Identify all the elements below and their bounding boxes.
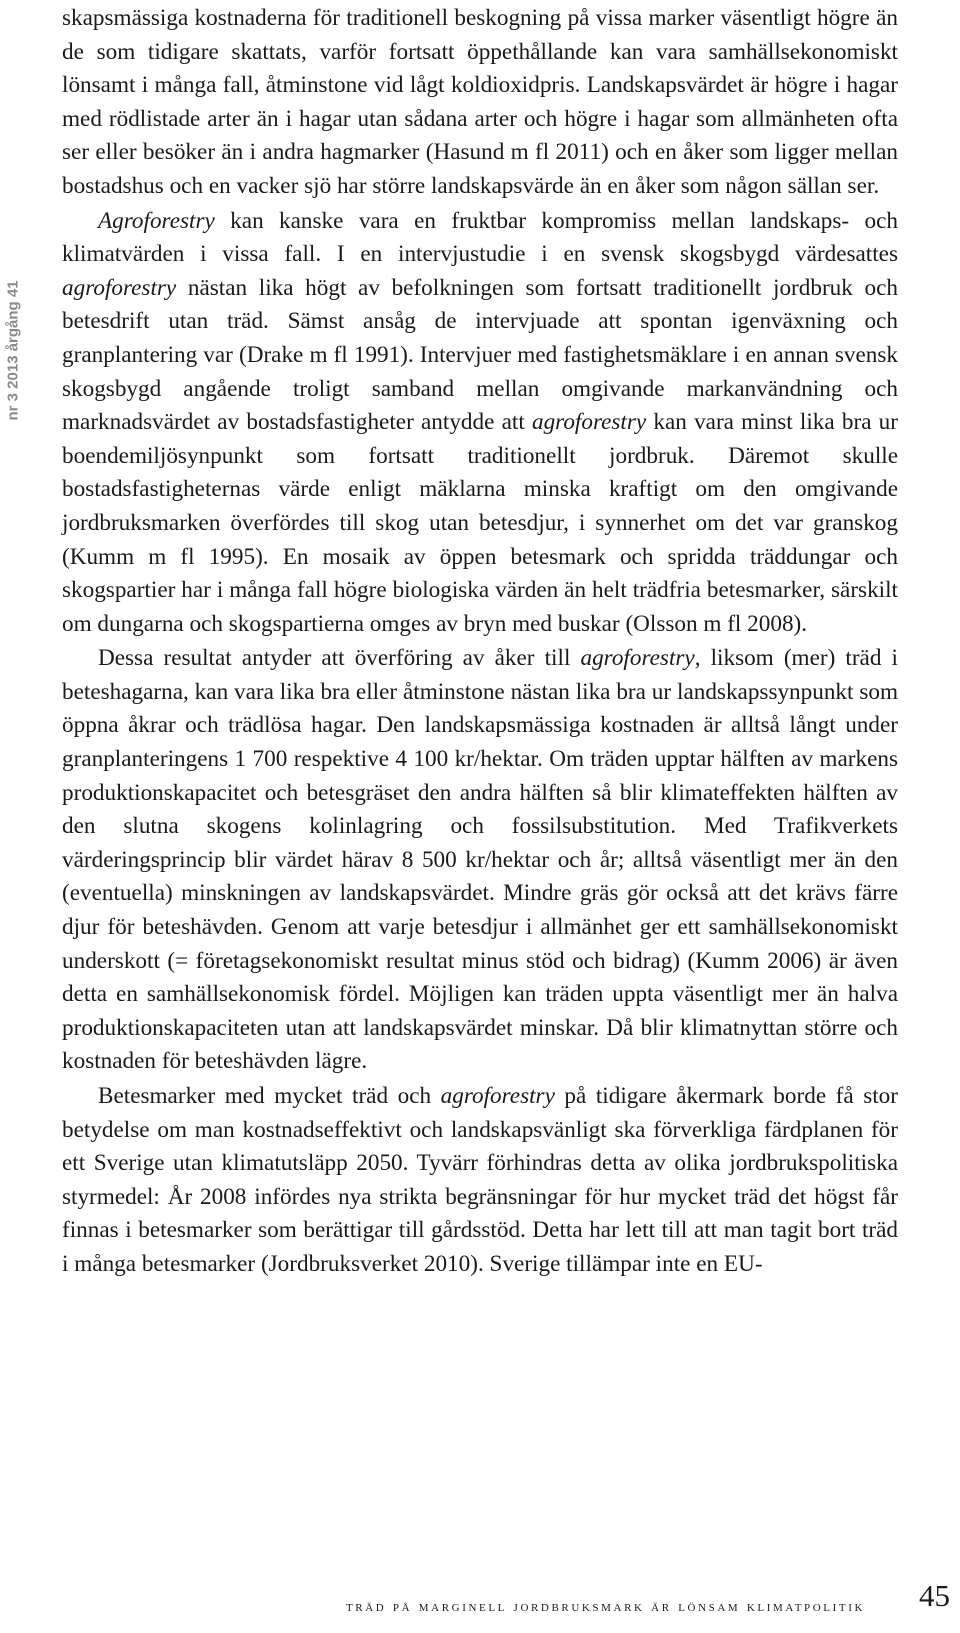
term-agroforestry: agroforestry — [580, 645, 695, 672]
paragraph-1: skapsmässiga kostnaderna för traditionell beskogning på vissa marker väsentligt högre än de som tidigare skattats, varför fortsatt öppethållande kan vara samhällsekonomiskt lönsamt i många fall, åtminstone vid lågt koldioxidpris. Landskapsvärdet är högre i hagar med rödlistade arter än i hagar utan sådana arter och högre i hagar som allmänheten ofta ser eller besöker än i andra hagmarker (Hasund m fl 2011) och en åker som ligger mellan bostadshus och en vacker sjö har större landskapsvärde än en åker som någon sällan ser. — [62, 5, 898, 199]
journal-issue-label — [0, 0, 22, 710]
page-number: 45 — [919, 1578, 950, 1613]
article-body — [62, 2, 898, 1282]
term-agroforestry: agroforestry — [440, 1083, 555, 1109]
paragraph-3: Dessa resultat antyder att överföring av åker till agroforestry, liksom (mer) träd i beteshagarna, kan vara lika bra eller åtminstone nästan lika bra ur landskapssynpunkt som öppna åkrar och trädlösa hagar. Den landskapsmässiga kostnaden är alltså långt under granplanteringens 1 700 respektive 4 100 kr/hektar. Om träden upptar hälften av markens produktionskapacitet och betesgräset den andra hälften så blir klimateffekten hälften av den slutna skogens kolinlagring och fossilsubstitution. Med Trafikverkets värderingsprincip blir värdet härav 8 500 kr/hektar och år; alltså väsentligt mer än den (eventuella) minskningen av landskapsvärdet. Mindre gräs gör också att det krävs färre djur för beteshävden. Genom att varje betesdjur i allmänhet ger ett samhällsekonomiskt underskott (= företagsekonomiskt resultat minus stöd och bidrag) (Kumm 2006) är även detta en samhällsekonomisk fördel. Möjligen kan träden uppta väsentligt mer än halva produktionskapaciteten utan att landskapsvärdet minskar. Då blir klimatnyttan större och kostnaden för beteshävden lägre. — [62, 645, 898, 1075]
paragraph-2: Agroforestry kan kanske vara en fruktbar kompromiss mellan landskaps- och klimatvärden i vissa fall. I en intervjustudie i en svensk skogsbygd värdesattes agroforestry nästan lika högt av befolkningen som fortsatt traditionellt jordbruk och betesdrift utan träd. Sämst ansåg de intervjuade att spontan igenväxning och granplantering var (Drake m fl 1991). Intervjuer med fastighetsmäklare i en annan svensk skogsbygd angående troligt samband mellan omgivande markanvändning och marknadsvärdet av bostadsfastigheter antydde att agroforestry kan vara minst lika bra ur boendemiljösynpunkt som fortsatt traditionellt jordbruk. Däremot skulle bostadsfastigheternas värde enligt mäklarna minska kraftigt om den omgivande jordbruksmarken överfördes till skog utan betesdjur, i synnerhet om det var granskog (Kumm m fl 1995). En mosaik av öppen betesmark och spridda träddungar och skogspartier har i många fall högre biologiska värden än helt trädfria betesmarker, särskilt om dungarna och skogspartierna omges av bryn med buskar (Olsson m fl 2008). — [62, 207, 898, 637]
running-title: träd på marginell jordbruksmark är lönsam klimatpolitik — [345, 1598, 865, 1615]
paragraph-4: Betesmarker med mycket träd och agroforestry på tidigare åkermark borde få stor betydelse om man kostnadseffektivt och landskapsvänligt ska förverkliga färdplanen för ett Sverige utan klimatutsläpp 2050. Tyvärr förhindras detta av olika jordbrukspolitiska styrmedel: År 2008 infördes nya strikta begränsningar för hur mycket träd det högst får finnas i betesmarker som berättigar till gårdsstöd. Detta har lett till att man tagit bort träd i många betesmarker (Jordbruksverket 2010). Sverige tillämpar inte en EU- — [62, 1083, 899, 1277]
journal-issue-text: nr 3 2013 årgång 41 — [4, 280, 22, 421]
term-agroforestry: Agroforestry — [98, 207, 215, 234]
term-agroforestry: agroforestry — [531, 409, 647, 436]
term-agroforestry: agroforestry — [62, 274, 177, 301]
